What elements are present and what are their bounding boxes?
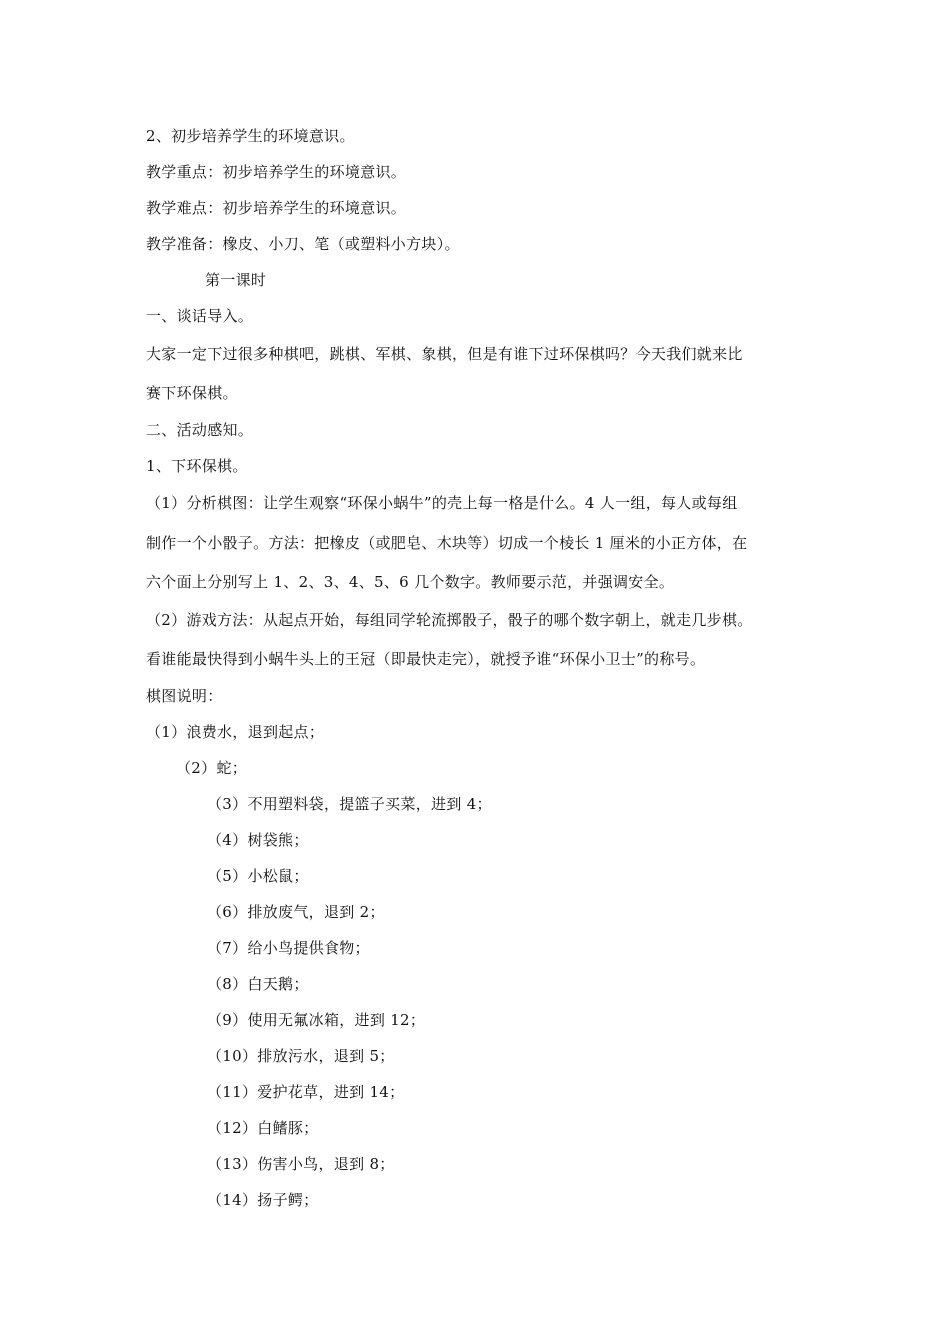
section1-paragraph-line: 赛下环保棋。 [146, 384, 238, 402]
legend-item: （2）蛇； [176, 759, 248, 777]
rules-paragraph-line: （2）游戏方法：从起点开始，每组同学轮流掷骰子，骰子的哪个数字朝上，就走几步棋。 [146, 611, 753, 629]
legend-item: （5）小松鼠； [207, 867, 309, 885]
analysis-paragraph-line: （1）分析棋图：让学生观察“环保小蜗牛”的壳上每一格是什么。4 人一组，每人或每组 [146, 494, 738, 512]
section1-paragraph-line: 大家一定下过很多种棋吧，跳棋、军棋、象棋，但是有谁下过环保棋吗？今天我们就来比 [146, 345, 743, 363]
objective-item-2: 2、初步培养学生的环境意识。 [146, 127, 355, 145]
analysis-paragraph-line: 六个面上分别写上 1、2、3、4、5、6 几个数字。教师要示范，并强调安全。 [146, 573, 675, 591]
preparation: 教学准备：橡皮、小刀、笔（或塑料小方块）。 [146, 235, 460, 253]
legend-item: （11）爱护花草，进到 14； [207, 1083, 405, 1101]
legend-item: （10）排放污水，退到 5； [207, 1047, 395, 1065]
difficulty: 教学难点：初步培养学生的环境意识。 [146, 199, 407, 217]
section2-subheading: 1、下环保棋。 [146, 457, 248, 475]
legend-item: （9）使用无氟冰箱，进到 12； [207, 1011, 426, 1029]
legend-item: （3）不用塑料袋，提篮子买菜，进到 4； [207, 795, 492, 813]
legend-item: （6）排放废气，退到 2； [207, 903, 385, 921]
key-point: 教学重点：初步培养学生的环境意识。 [146, 163, 407, 181]
legend-item: （12）白鳍豚； [207, 1119, 319, 1137]
legend-item: （7）给小鸟提供食物； [207, 939, 370, 957]
legend-title: 棋图说明： [146, 687, 223, 705]
rules-paragraph-line: 看谁能最快得到小蜗牛头上的王冠（即最快走完），就授予谁“环保小卫士”的称号。 [146, 650, 706, 668]
legend-item: （14）扬子鳄； [207, 1191, 319, 1209]
section1-heading: 一、谈话导入。 [146, 307, 254, 325]
legend-item: （8）白天鹅； [207, 975, 309, 993]
analysis-paragraph-line: 制作一个小骰子。方法：把橡皮（或肥皂、木块等）切成一个棱长 1 厘米的小正方体，在 [146, 534, 748, 552]
section2-heading: 二、活动感知。 [146, 421, 254, 439]
legend-item: （4）树袋熊； [207, 831, 309, 849]
lesson-title: 第一课时 [205, 271, 267, 289]
legend-item: （13）伤害小鸟，退到 8； [207, 1155, 395, 1173]
legend-item: （1）浪费水，退到起点； [146, 723, 325, 741]
